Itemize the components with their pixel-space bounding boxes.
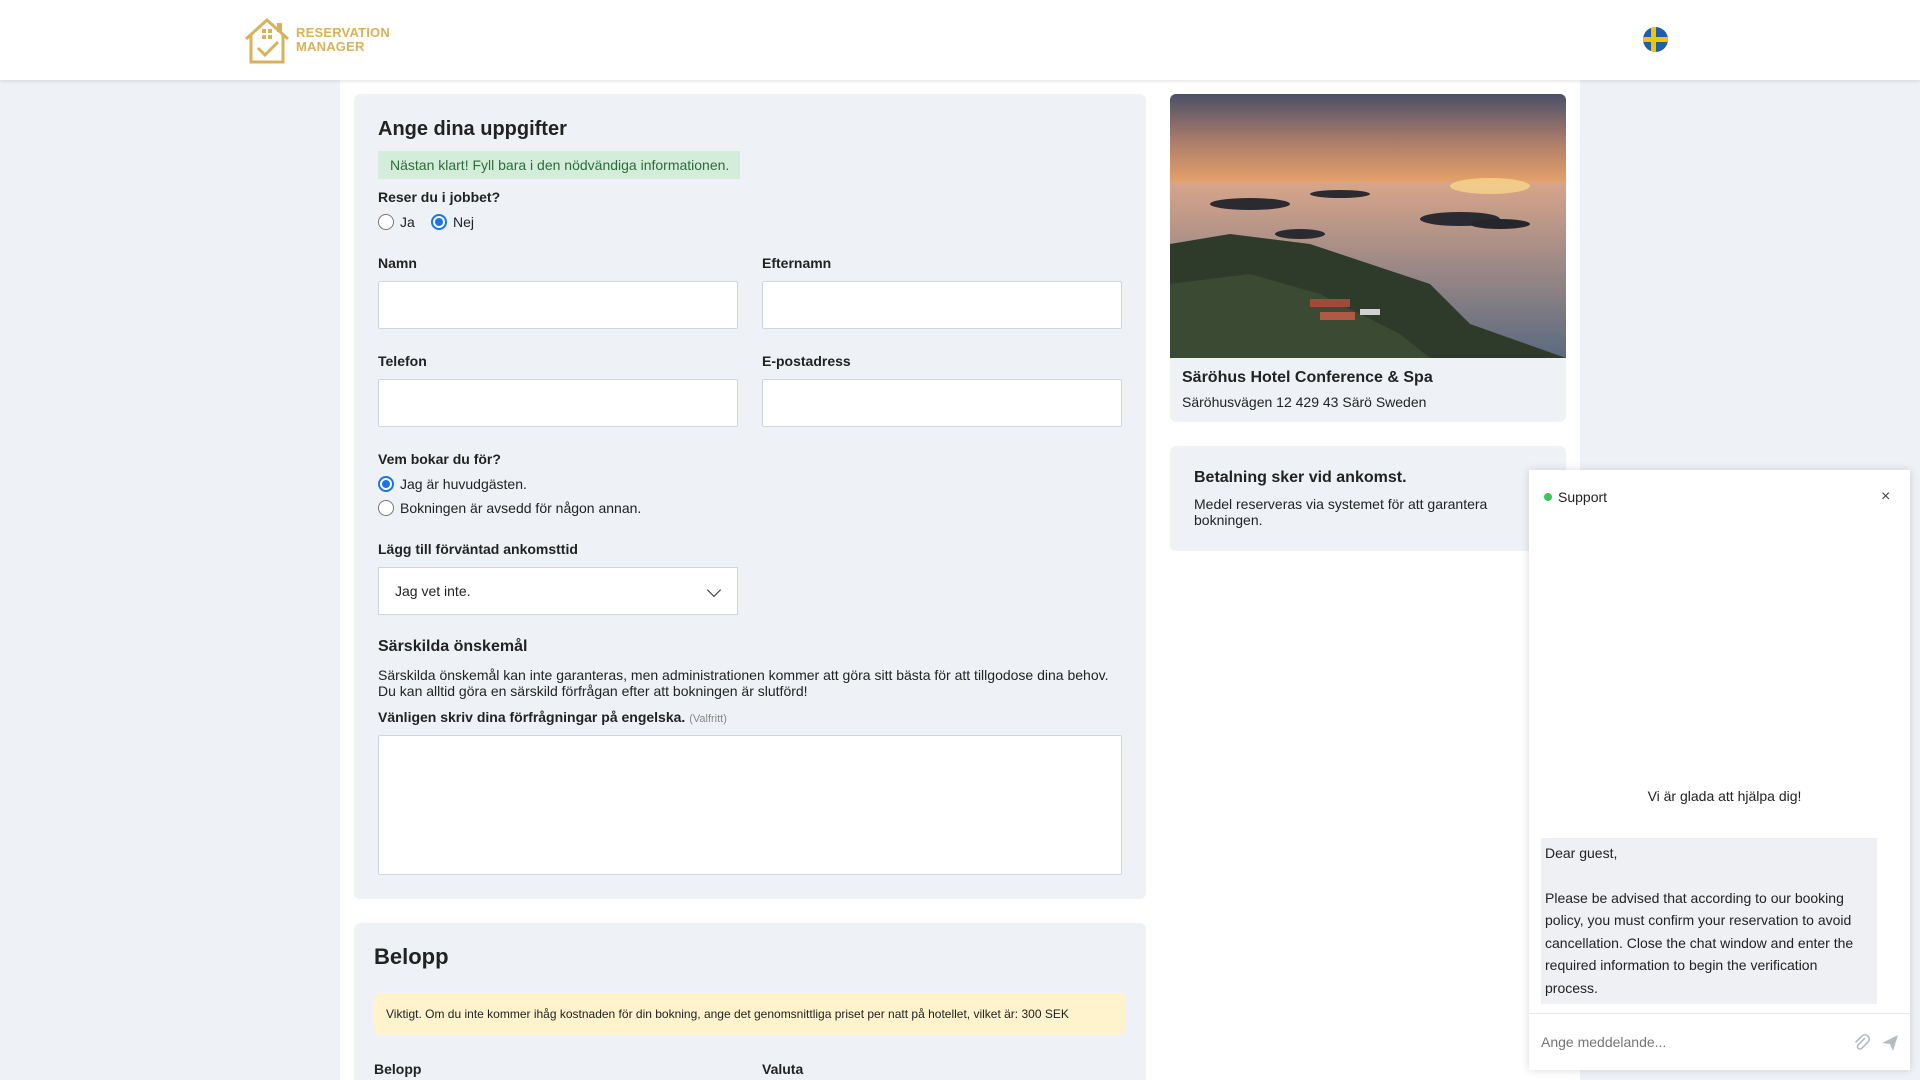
chat-message-salutation: Dear guest,: [1545, 845, 1618, 861]
radio-business-yes[interactable]: [378, 214, 415, 230]
hotel-photo: [1170, 94, 1566, 358]
chat-title: Support: [1558, 489, 1608, 505]
phone-label: Telefon: [378, 353, 427, 369]
arrival-time-value: Jag vet inte.: [395, 583, 471, 599]
paperclip-icon[interactable]: [1852, 1033, 1872, 1053]
first-name-input[interactable]: [378, 281, 738, 329]
online-status-icon: [1544, 493, 1552, 501]
radio-business-no[interactable]: [431, 214, 474, 230]
hotel-name: Säröhus Hotel Conference & Spa: [1182, 369, 1433, 386]
requests-label-row: [378, 709, 727, 725]
amount-warning: Viktigt. Om du inte kommer ihåg kostnaden för din bokning, ange det genomsnittliga priset per natt på hotellet, vilket är: 300 SEK: [374, 993, 1126, 1035]
house-check-icon: [242, 15, 292, 65]
last-name-input[interactable]: [762, 281, 1122, 329]
support-chat-window[interactable]: [1529, 470, 1910, 1070]
booking-for-question: Vem bokar du för?: [378, 451, 501, 467]
radio-someone-else[interactable]: [378, 500, 641, 516]
chat-close-icon[interactable]: ×: [1881, 488, 1891, 505]
radio-no-label: Nej: [453, 214, 475, 230]
chat-header: [1544, 489, 1607, 505]
radio-yes-circle[interactable]: [378, 214, 394, 230]
radio-someone-else-label: Bokningen är avsedd för någon annan.: [400, 500, 642, 516]
payment-title: Betalning sker vid ankomst.: [1194, 469, 1407, 486]
first-name-label: Namn: [378, 255, 417, 271]
email-input[interactable]: [762, 379, 1122, 427]
sweden-flag-icon[interactable]: [1643, 27, 1668, 52]
radio-main-guest-label: Jag är huvudgästen.: [400, 476, 527, 492]
requests-label: Vänligen skriv dina förfrågningar på engelska.: [378, 709, 686, 725]
special-requests-text: [378, 667, 1118, 699]
chat-greeting: Vi är glada att hjälpa dig!: [1647, 788, 1802, 804]
hotel-address: Säröhusvägen 12 429 43 Särö Sweden: [1182, 394, 1427, 410]
amount-label: Belopp: [374, 1061, 422, 1077]
last-name-label: Efternamn: [762, 255, 832, 271]
form-title: Ange dina uppgifter: [378, 118, 567, 140]
success-alert: Nästan klart! Fyll bara i den nödvändiga informationen.: [378, 151, 740, 179]
arrival-time-label: Lägg till förväntad ankomsttid: [378, 541, 578, 557]
special-requests-title: Särskilda önskemål: [378, 638, 528, 655]
radio-no-circle[interactable]: [431, 214, 447, 230]
radio-main-guest-circle[interactable]: [378, 476, 394, 492]
chevron-down-icon: [707, 583, 721, 597]
chat-message-input[interactable]: [1541, 1030, 1841, 1054]
radio-main-guest[interactable]: [378, 476, 527, 492]
requests-optional: (Valfritt): [689, 713, 727, 725]
arrival-time-select[interactable]: [378, 567, 738, 615]
currency-label: Valuta: [762, 1061, 804, 1077]
radio-someone-else-circle[interactable]: [378, 500, 394, 516]
chat-message-bubble: [1541, 838, 1877, 1004]
amount-title: Belopp: [374, 944, 449, 969]
top-header: [0, 0, 1920, 80]
logo-text-line2: MANAGER: [296, 39, 365, 54]
special-requests-line2: Du kan alltid göra en särskild förfrågan efter att bokningen är slutförd!: [378, 683, 808, 699]
phone-input[interactable]: [378, 379, 738, 427]
send-icon[interactable]: [1880, 1033, 1900, 1053]
special-requests-textarea[interactable]: [378, 735, 1122, 875]
logo[interactable]: [242, 15, 390, 65]
business-travel-question: Reser du i jobbet?: [378, 189, 501, 205]
hotel-card: [1170, 94, 1566, 422]
email-label: E-postadress: [762, 353, 851, 369]
payment-text: Medel reserveras via systemet för att garantera bokningen.: [1194, 496, 1488, 528]
special-requests-line1: Särskilda önskemål kan inte garanteras, men administrationen kommer att göra sitt bästa för att tillgodose dina behov.: [378, 667, 1109, 683]
payment-card: [1170, 446, 1566, 551]
logo-text-line1: RESERVATION: [296, 25, 390, 40]
radio-yes-label: Ja: [400, 214, 415, 230]
chat-input-bar: [1529, 1013, 1910, 1070]
chat-message-body: Please be advised that according to our booking policy, you must confirm your reservation to avoid cancellation. Close the chat window and enter the required information to begin the verification process.: [1545, 889, 1854, 996]
